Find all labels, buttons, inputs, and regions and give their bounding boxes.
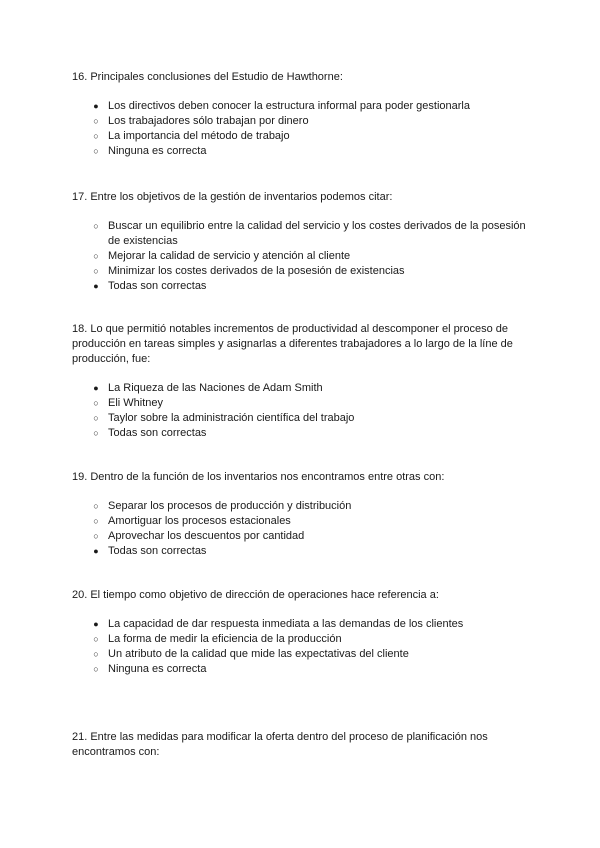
- empty-bullet-icon: [91, 662, 101, 677]
- option-item[interactable]: [72, 411, 528, 426]
- filled-bullet-icon: [91, 279, 101, 294]
- option-item[interactable]: [72, 647, 528, 662]
- option-item[interactable]: [72, 129, 528, 144]
- option-item[interactable]: [72, 99, 528, 114]
- option-label: Todas son correctas: [108, 427, 207, 439]
- option-label: Los directivos deben conocer la estructura informal para poder gestionarla: [108, 100, 470, 112]
- question-text: 19. Dentro de la función de los inventarios nos encontramos entre otras con:: [72, 471, 445, 483]
- option-label: Ninguna es correcta: [108, 663, 207, 675]
- filled-bullet-icon: [91, 99, 101, 114]
- option-item[interactable]: [72, 249, 528, 264]
- option-label: La capacidad de dar respuesta inmediata a las demandas de los clientes: [108, 618, 464, 630]
- option-item[interactable]: [72, 264, 528, 279]
- option-item[interactable]: [72, 544, 528, 559]
- option-label: Ninguna es correcta: [108, 145, 207, 157]
- empty-bullet-icon: [91, 647, 101, 662]
- filled-bullet-icon: [91, 381, 101, 396]
- option-item[interactable]: [72, 617, 528, 632]
- option-label: Todas son correctas: [108, 545, 207, 557]
- option-label: La Riqueza de las Naciones de Adam Smith: [108, 382, 323, 394]
- option-item[interactable]: [72, 396, 528, 411]
- question-18: [72, 322, 528, 441]
- option-item[interactable]: [72, 219, 528, 249]
- question-19: [72, 470, 528, 559]
- empty-bullet-icon: [91, 264, 101, 279]
- question-text: 16. Principales conclusiones del Estudio de Hawthorne:: [72, 71, 343, 83]
- options-list: [72, 617, 528, 677]
- option-item[interactable]: [72, 279, 528, 294]
- option-item[interactable]: [72, 499, 528, 514]
- option-label: Taylor sobre la administración científica del trabajo: [108, 412, 355, 424]
- option-label: Minimizar los costes derivados de la posesión de existencias: [108, 265, 405, 277]
- option-label: La importancia del método de trabajo: [108, 130, 290, 142]
- options-list: [72, 381, 528, 441]
- question-20: [72, 588, 528, 677]
- option-item[interactable]: [72, 381, 528, 396]
- option-label: Los trabajadores sólo trabajan por dinero: [108, 115, 309, 127]
- options-list: [72, 499, 528, 559]
- empty-bullet-icon: [91, 514, 101, 529]
- question-21: [72, 730, 528, 760]
- empty-bullet-icon: [91, 426, 101, 441]
- option-item[interactable]: [72, 426, 528, 441]
- question-16: [72, 70, 528, 159]
- option-label: Aprovechar los descuentos por cantidad: [108, 530, 305, 542]
- option-label: Buscar un equilibrio entre la calidad del servicio y los costes derivados de la posesión de existencias: [108, 220, 526, 247]
- options-list: [72, 219, 528, 294]
- option-label: Un atributo de la calidad que mide las expectativas del cliente: [108, 648, 409, 660]
- empty-bullet-icon: [91, 129, 101, 144]
- option-label: Amortiguar los procesos estacionales: [108, 515, 291, 527]
- question-text: 20. El tiempo como objetivo de dirección de operaciones hace referencia a:: [72, 589, 439, 601]
- empty-bullet-icon: [91, 529, 101, 544]
- option-label: Eli Whitney: [108, 397, 164, 409]
- option-item[interactable]: [72, 114, 528, 129]
- option-label: Mejorar la calidad de servicio y atención al cliente: [108, 250, 351, 262]
- option-label: Todas son correctas: [108, 280, 207, 292]
- empty-bullet-icon: [91, 114, 101, 129]
- filled-bullet-icon: [91, 544, 101, 559]
- empty-bullet-icon: [91, 499, 101, 514]
- question-17: [72, 190, 528, 294]
- question-text: 17. Entre los objetivos de la gestión de inventarios podemos citar:: [72, 191, 393, 203]
- option-label: Separar los procesos de producción y distribución: [108, 500, 352, 512]
- option-item[interactable]: [72, 144, 528, 159]
- empty-bullet-icon: [91, 219, 101, 234]
- empty-bullet-icon: [91, 249, 101, 264]
- options-list: [72, 99, 528, 159]
- empty-bullet-icon: [91, 396, 101, 411]
- filled-bullet-icon: [91, 617, 101, 632]
- question-text: 21. Entre las medidas para modificar la oferta dentro del proceso de planificación nos encontramos con:: [72, 731, 488, 758]
- option-item[interactable]: [72, 529, 528, 544]
- empty-bullet-icon: [91, 632, 101, 647]
- empty-bullet-icon: [91, 144, 101, 159]
- option-item[interactable]: [72, 632, 528, 647]
- empty-bullet-icon: [91, 411, 101, 426]
- option-label: La forma de medir la eficiencia de la producción: [108, 633, 342, 645]
- option-item[interactable]: [72, 514, 528, 529]
- question-text: 18. Lo que permitió notables incrementos de productividad al descomponer el proceso de producción en tareas simples y asignarlas a diferentes trabajadores a lo largo de la líne de producción, fue:: [72, 323, 513, 365]
- option-item[interactable]: [72, 662, 528, 677]
